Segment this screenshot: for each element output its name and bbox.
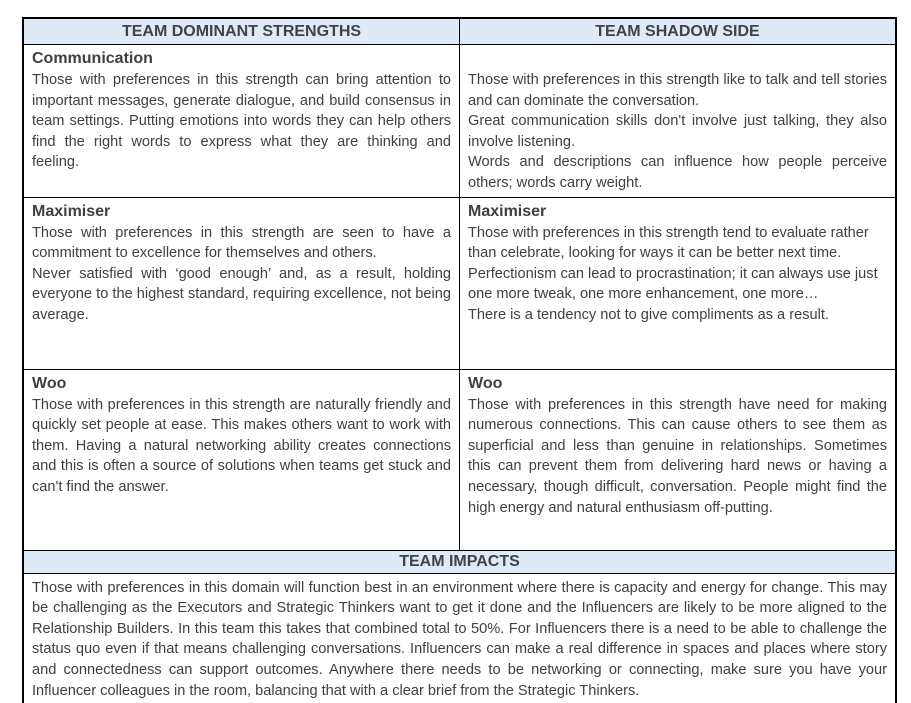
shadow-column-header: TEAM SHADOW SIDE — [460, 18, 897, 45]
maximiser-strength-cell — [23, 197, 460, 369]
woo-shadow-title: Woo — [468, 374, 503, 392]
impacts-header-row — [23, 550, 896, 573]
woo-shadow-text: Those with preferences in this strength have need for making numerous connections. This can cause others to see them as superficial and less than genuine in relationships. Sometimes this can prevent them from delivering hard news or having a necessary, though difficult, conversation. People might find the high energy and natural enthusiasm off-putting. — [468, 396, 887, 516]
communication-strength-title: Communication — [32, 50, 153, 67]
column-header-row — [23, 18, 896, 45]
woo-row — [23, 369, 896, 550]
team-strengths-table — [22, 17, 897, 703]
communication-shadow-text: Words and descriptions can influence how people perceive others; words carry weight. — [468, 154, 887, 191]
impacts-body-row — [23, 573, 896, 703]
impacts-text: Those with preferences in this domain will function best in an environment where there is capacity and energy for change. This may be challenging as the Executors and Strategic Thinkers want to get it done and the Influencers are likely to be more aligned to the Relationship Builders. In this team this takes that combined total to 50%. For Influencers there is a need to be able to challenge the status quo even if that means challenging conversations. Influencers can make a real difference in spaces and places where story and connectedness can support outcomes. Anywhere there needs to be networking or connecting, make sure you have your Influencer colleagues in the room, balancing that with a clear brief from the Strategic Thinkers. — [23, 573, 896, 703]
maximiser-shadow-cell — [460, 197, 897, 369]
maximiser-shadow-text: There is a tendency not to give compliments as a result. — [468, 306, 829, 323]
maximiser-strength-title: Maximiser — [32, 202, 111, 220]
communication-strength-text: Those with preferences in this strength can bring attention to important messages, generate dialogue, and build consensus in team settings. Putting emotions into words they can help others find the right words to express what they are thinking and feeling. — [32, 72, 451, 171]
communication-strength-cell — [23, 45, 460, 198]
maximiser-shadow-title: Maximiser — [468, 202, 547, 220]
maximiser-strength-text: Never satisfied with ‘good enough’ and, as a result, holding everyone to the highest standard, requiring excellence, not being average. — [32, 265, 451, 323]
communication-shadow-title — [468, 48, 887, 69]
communication-shadow-text: Great communication skills don't involve just talking, they also involve listening. — [468, 113, 887, 150]
woo-strength-title: Woo — [32, 374, 67, 392]
impacts-header: TEAM IMPACTS — [23, 550, 896, 573]
communication-shadow-cell — [460, 45, 897, 198]
woo-strength-text: Those with preferences in this strength are naturally friendly and quickly set people at ease. This makes others want to work with them. Having a natural networking ability creates connections and this is often a source of solutions when teams get stuck and can't find the answer. — [32, 396, 451, 495]
woo-shadow-cell — [460, 369, 897, 550]
maximiser-strength-text: Those with preferences in this strength are seen to have a commitment to excellence for themselves and others. — [32, 224, 451, 262]
communication-row — [23, 45, 896, 198]
maximiser-shadow-text: Perfectionism can lead to procrastination; it can always use just one more tweak, one more enhancement, one more… — [468, 265, 878, 303]
woo-strength-cell — [23, 369, 460, 550]
maximiser-shadow-text: Those with preferences in this strength tend to evaluate rather than celebrate, looking for ways it can be better next time. — [468, 224, 869, 262]
strengths-column-header: TEAM DOMINANT STRENGTHS — [23, 18, 460, 45]
communication-shadow-text: Those with preferences in this strength like to talk and tell stories and can dominate the conversation. — [468, 72, 887, 109]
maximiser-row — [23, 197, 896, 369]
